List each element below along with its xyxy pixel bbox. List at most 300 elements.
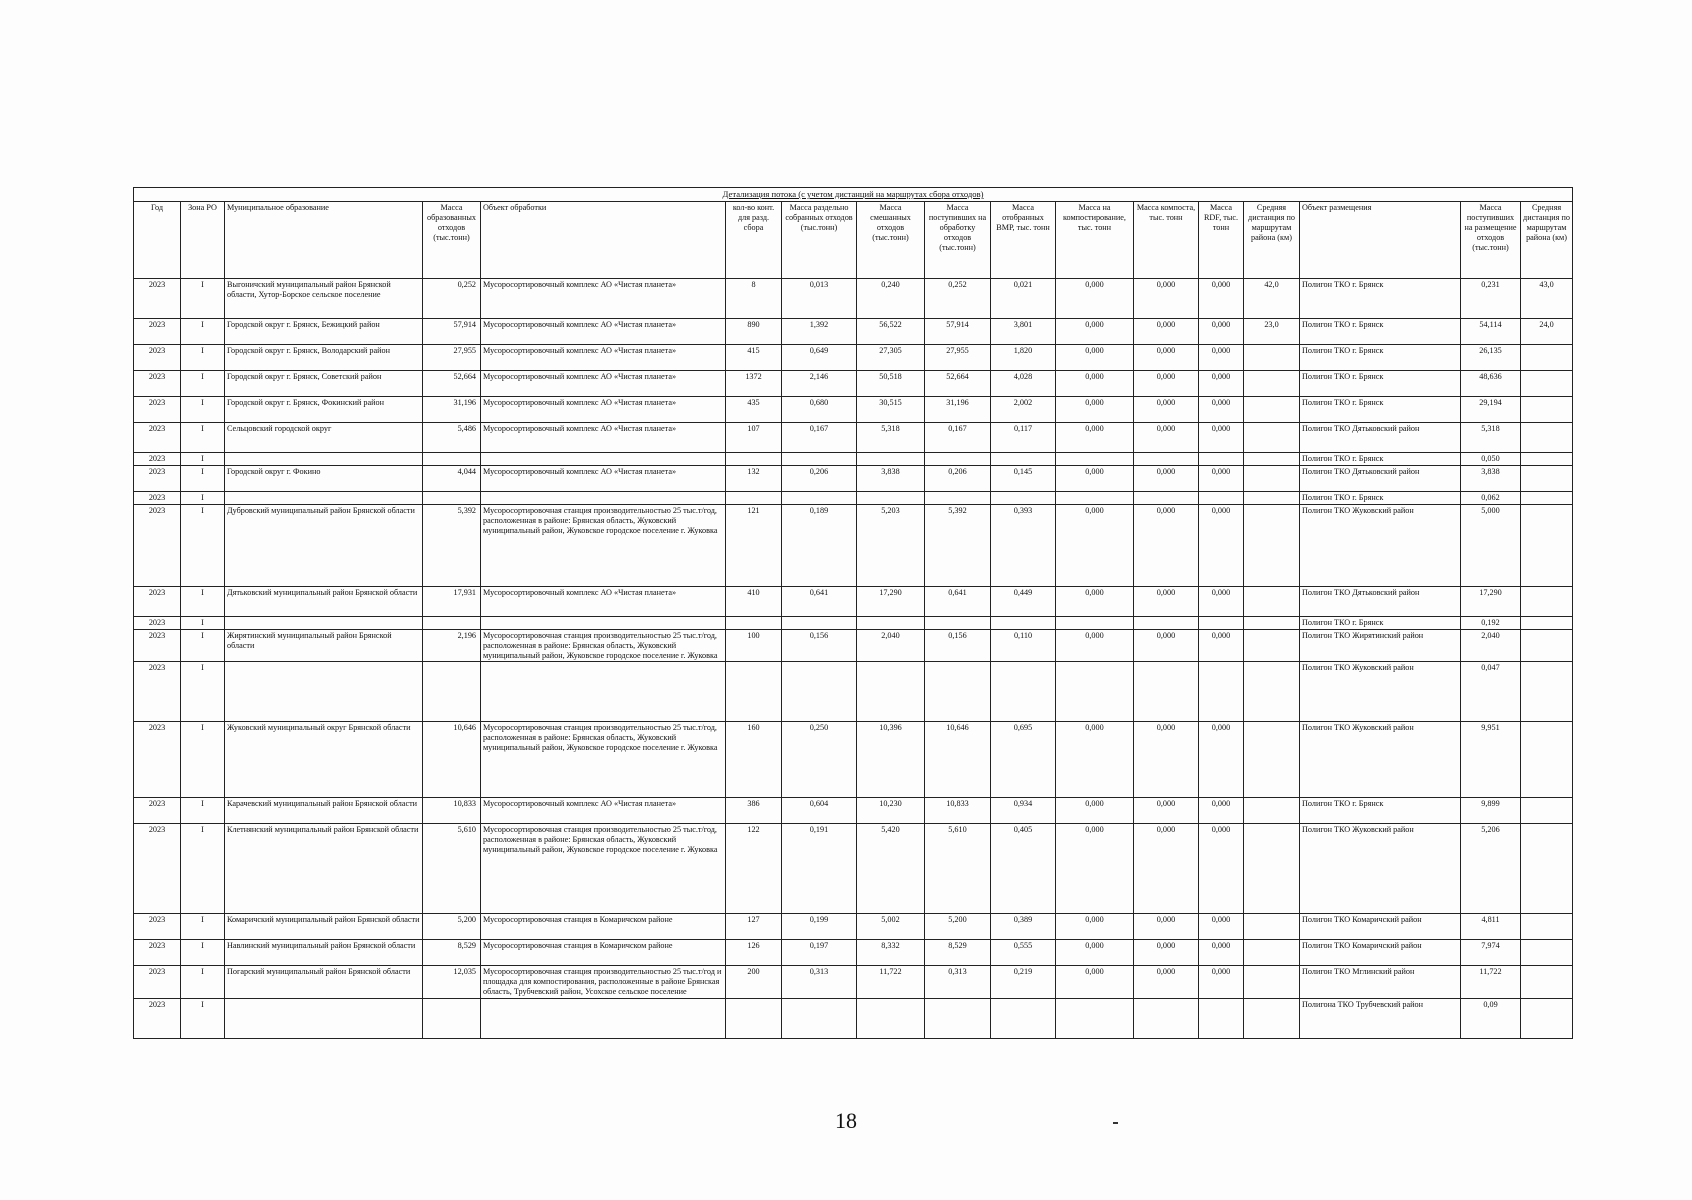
table-cell-year: 2023 [134, 371, 181, 397]
table-cell-placed: 4,811 [1461, 914, 1521, 940]
table-row [134, 966, 1573, 999]
table-cell-zone: I [181, 798, 225, 824]
table-cell-year: 2023 [134, 940, 181, 966]
table-cell-dist [1244, 466, 1300, 492]
column-header: Масса раздельно собранных отходов (тыс.тонн) [782, 202, 857, 279]
table-cell-vmr [991, 492, 1056, 505]
table-cell-proc: Мусоросортировочная станция производительностью 25 тыс.т/год, расположенная в районе: Брянская область, Жуковский муниципальный район, Жуковское городское поселение г. Жуковка [481, 505, 726, 587]
table-cell-rdf [1199, 492, 1244, 505]
table-cell-zone: I [181, 505, 225, 587]
table-cell-year: 2023 [134, 505, 181, 587]
table-cell-rdf: 0,000 [1199, 423, 1244, 453]
table-cell-vmr [991, 662, 1056, 722]
table-cell-rdf: 0,000 [1199, 319, 1244, 345]
table-cell-proc [481, 617, 726, 630]
table-cell-dist2 [1521, 371, 1573, 397]
table-cell-compost [1134, 998, 1199, 1038]
table-cell-proc: Мусоросортировочный комплекс АО «Чистая планета» [481, 397, 726, 423]
table-cell-mixed [857, 453, 925, 466]
table-cell-cont: 200 [726, 966, 782, 999]
table-cell-mixed: 56,522 [857, 319, 925, 345]
table-cell-inproc: 0,156 [925, 629, 991, 662]
table-cell-mo: Городской округ г. Брянск, Фокинский район [225, 397, 423, 423]
table-cell-vmr: 0,934 [991, 798, 1056, 824]
table-cell-dist2 [1521, 453, 1573, 466]
table-cell-dist2 [1521, 966, 1573, 999]
table-cell-zone: I [181, 587, 225, 617]
table-cell-rdf: 0,000 [1199, 505, 1244, 587]
table-cell-place: Полигон ТКО г. Брянск [1300, 397, 1461, 423]
table-cell-place: Полигон ТКО г. Брянск [1300, 492, 1461, 505]
table-cell-inproc: 5,200 [925, 914, 991, 940]
table-cell-vmr: 0,449 [991, 587, 1056, 617]
table-cell-dist2 [1521, 798, 1573, 824]
table-cell-year: 2023 [134, 319, 181, 345]
table-cell-mass: 5,610 [423, 824, 481, 914]
table-cell-zone: I [181, 466, 225, 492]
table-cell-comp: 0,000 [1056, 722, 1134, 798]
table-cell-zone: I [181, 629, 225, 662]
table-row [134, 722, 1573, 798]
table-cell-mixed: 10,396 [857, 722, 925, 798]
table-cell-rdf [1199, 617, 1244, 630]
table-cell-placed: 26,135 [1461, 345, 1521, 371]
table-cell-comp: 0,000 [1056, 940, 1134, 966]
flow-detail-table [133, 187, 1573, 1039]
table-cell-zone: I [181, 453, 225, 466]
table-cell-dist: 42,0 [1244, 279, 1300, 319]
table-cell-dist2 [1521, 940, 1573, 966]
table-cell-dist2 [1521, 466, 1573, 492]
table-cell-mo [225, 998, 423, 1038]
table-cell-sep: 0,189 [782, 505, 857, 587]
table-cell-proc: Мусоросортировочная станция в Комаричском районе [481, 914, 726, 940]
table-cell-compost: 0,000 [1134, 940, 1199, 966]
table-cell-rdf [1199, 998, 1244, 1038]
table-cell-comp: 0,000 [1056, 629, 1134, 662]
table-cell-compost: 0,000 [1134, 319, 1199, 345]
table-cell-dist2 [1521, 998, 1573, 1038]
table-cell-dist [1244, 662, 1300, 722]
table-cell-inproc: 0,641 [925, 587, 991, 617]
table-cell-dist [1244, 492, 1300, 505]
table-cell-zone: I [181, 371, 225, 397]
table-cell-proc: Мусоросортировочный комплекс АО «Чистая планета» [481, 279, 726, 319]
table-cell-comp: 0,000 [1056, 319, 1134, 345]
table-cell-rdf: 0,000 [1199, 345, 1244, 371]
table-cell-proc [481, 453, 726, 466]
table-cell-placed: 17,290 [1461, 587, 1521, 617]
table-cell-placed: 0,09 [1461, 998, 1521, 1038]
table-row [134, 423, 1573, 453]
table-cell-rdf [1199, 453, 1244, 466]
table-cell-mixed: 2,040 [857, 629, 925, 662]
table-cell-proc: Мусоросортировочная станция производительностью 25 тыс.т/год, расположенная в районе: Брянская область, Жуковский муниципальный район, Жуковское городское поселение г. Жуковка [481, 722, 726, 798]
table-cell-mixed: 0,240 [857, 279, 925, 319]
table-cell-comp: 0,000 [1056, 371, 1134, 397]
flow-table-container [133, 187, 1572, 1039]
table-cell-inproc [925, 662, 991, 722]
table-cell-comp [1056, 453, 1134, 466]
table-cell-mo: Комаричский муниципальный район Брянской области [225, 914, 423, 940]
table-row [134, 319, 1573, 345]
table-row [134, 466, 1573, 492]
table-cell-place: Полигон ТКО Мглинский район [1300, 966, 1461, 999]
table-cell-placed: 3,838 [1461, 466, 1521, 492]
table-cell-year: 2023 [134, 966, 181, 999]
table-cell-vmr: 3,801 [991, 319, 1056, 345]
table-cell-mass: 5,486 [423, 423, 481, 453]
table-cell-place: Полигон ТКО Комаричский район [1300, 940, 1461, 966]
table-cell-mo [225, 453, 423, 466]
table-cell-vmr: 0,219 [991, 966, 1056, 999]
table-cell-zone: I [181, 966, 225, 999]
table-cell-cont [726, 617, 782, 630]
table-cell-sep: 0,156 [782, 629, 857, 662]
column-header: кол-во конт. для разд. сбора [726, 202, 782, 279]
table-cell-mass: 0,252 [423, 279, 481, 319]
table-cell-sep: 0,313 [782, 966, 857, 999]
table-cell-cont: 107 [726, 423, 782, 453]
table-cell-mixed: 5,420 [857, 824, 925, 914]
table-cell-mo: Городской округ г. Брянск, Советский район [225, 371, 423, 397]
table-cell-dist2 [1521, 587, 1573, 617]
table-cell-zone: I [181, 617, 225, 630]
table-cell-rdf: 0,000 [1199, 940, 1244, 966]
table-cell-proc: Мусоросортировочный комплекс АО «Чистая планета» [481, 466, 726, 492]
table-cell-dist [1244, 798, 1300, 824]
table-cell-inproc: 27,955 [925, 345, 991, 371]
table-cell-dist [1244, 966, 1300, 999]
table-cell-mo [225, 617, 423, 630]
table-cell-zone: I [181, 319, 225, 345]
column-header: Масса поступивших на обработку отходов (тыс.тонн) [925, 202, 991, 279]
table-cell-vmr: 0,389 [991, 914, 1056, 940]
table-cell-mo: Погарский муниципальный район Брянской области [225, 966, 423, 999]
table-cell-place: Полигон ТКО г. Брянск [1300, 371, 1461, 397]
table-cell-placed: 7,974 [1461, 940, 1521, 966]
table-cell-vmr: 0,145 [991, 466, 1056, 492]
table-cell-mo: Клетнянский муниципальный район Брянской области [225, 824, 423, 914]
table-cell-mixed: 8,332 [857, 940, 925, 966]
table-cell-comp: 0,000 [1056, 914, 1134, 940]
table-cell-mixed: 5,203 [857, 505, 925, 587]
table-cell-inproc: 0,252 [925, 279, 991, 319]
table-cell-placed: 48,636 [1461, 371, 1521, 397]
table-cell-dist [1244, 505, 1300, 587]
table-cell-vmr [991, 998, 1056, 1038]
table-cell-mass: 52,664 [423, 371, 481, 397]
table-cell-sep: 0,206 [782, 466, 857, 492]
table-cell-mo: Городской округ г. Брянск, Бежицкий район [225, 319, 423, 345]
table-cell-place: Полигон ТКО Жуковский район [1300, 722, 1461, 798]
table-cell-cont: 415 [726, 345, 782, 371]
table-cell-placed: 5,206 [1461, 824, 1521, 914]
table-cell-place: Полигон ТКО Дятьковский район [1300, 587, 1461, 617]
table-cell-dist2 [1521, 617, 1573, 630]
table-cell-vmr: 0,110 [991, 629, 1056, 662]
table-cell-compost: 0,000 [1134, 629, 1199, 662]
table-cell-mass: 5,392 [423, 505, 481, 587]
table-cell-zone: I [181, 662, 225, 722]
table-cell-rdf [1199, 662, 1244, 722]
table-cell-place: Полигон ТКО Жуковский район [1300, 662, 1461, 722]
table-cell-place: Полигон ТКО г. Брянск [1300, 617, 1461, 630]
table-cell-compost: 0,000 [1134, 966, 1199, 999]
table-cell-sep: 0,680 [782, 397, 857, 423]
table-cell-sep: 2,146 [782, 371, 857, 397]
table-cell-proc: Мусоросортировочный комплекс АО «Чистая планета» [481, 319, 726, 345]
table-cell-comp: 0,000 [1056, 345, 1134, 371]
table-cell-dist [1244, 423, 1300, 453]
table-cell-vmr: 0,117 [991, 423, 1056, 453]
table-cell-cont: 160 [726, 722, 782, 798]
table-cell-vmr: 0,393 [991, 505, 1056, 587]
table-cell-rdf: 0,000 [1199, 279, 1244, 319]
table-row [134, 798, 1573, 824]
column-header: Зона РО [181, 202, 225, 279]
table-cell-mixed: 10,230 [857, 798, 925, 824]
table-cell-mo: Сельцовский городской округ [225, 423, 423, 453]
table-cell-rdf: 0,000 [1199, 371, 1244, 397]
table-cell-proc: Мусоросортировочная станция в Комаричском районе [481, 940, 726, 966]
table-cell-vmr: 0,021 [991, 279, 1056, 319]
table-cell-dist [1244, 617, 1300, 630]
table-cell-placed: 0,192 [1461, 617, 1521, 630]
table-cell-inproc: 31,196 [925, 397, 991, 423]
column-header: Масса поступивших на размещение отходов (тыс.тонн) [1461, 202, 1521, 279]
table-cell-comp [1056, 998, 1134, 1038]
table-cell-mass [423, 492, 481, 505]
table-cell-dist [1244, 371, 1300, 397]
table-cell-inproc: 0,313 [925, 966, 991, 999]
column-header: Масса отобранных ВМР, тыс. тонн [991, 202, 1056, 279]
table-cell-proc: Мусоросортировочная станция производительностью 25 тыс.т/год, расположенная в районе: Брянская область, Жуковский муниципальный район, Жуковское городское поселение г. Жуковка [481, 629, 726, 662]
table-cell-compost: 0,000 [1134, 397, 1199, 423]
table-cell-rdf: 0,000 [1199, 824, 1244, 914]
table-cell-dist [1244, 345, 1300, 371]
table-cell-cont: 8 [726, 279, 782, 319]
table-cell-placed: 54,114 [1461, 319, 1521, 345]
table-cell-proc [481, 662, 726, 722]
table-cell-mass: 8,529 [423, 940, 481, 966]
table-cell-proc: Мусоросортировочный комплекс АО «Чистая планета» [481, 371, 726, 397]
table-cell-cont [726, 453, 782, 466]
column-header: Средняя дистанция по маршрутам района (км) [1244, 202, 1300, 279]
table-cell-place: Полигон ТКО Дятьковский район [1300, 423, 1461, 453]
table-cell-year: 2023 [134, 617, 181, 630]
table-row [134, 617, 1573, 630]
table-cell-sep: 0,604 [782, 798, 857, 824]
table-cell-vmr: 2,002 [991, 397, 1056, 423]
table-cell-year: 2023 [134, 798, 181, 824]
column-header: Масса на компостирование, тыс. тонн [1056, 202, 1134, 279]
table-cell-dist [1244, 940, 1300, 966]
table-cell-mo [225, 492, 423, 505]
table-cell-cont: 126 [726, 940, 782, 966]
table-cell-compost [1134, 453, 1199, 466]
table-cell-comp [1056, 617, 1134, 630]
table-cell-mixed: 17,290 [857, 587, 925, 617]
table-cell-cont: 890 [726, 319, 782, 345]
table-cell-year: 2023 [134, 722, 181, 798]
table-cell-rdf: 0,000 [1199, 629, 1244, 662]
table-row [134, 505, 1573, 587]
table-cell-place: Полигон ТКО Жуковский район [1300, 824, 1461, 914]
table-cell-vmr: 0,555 [991, 940, 1056, 966]
table-cell-mass: 4,044 [423, 466, 481, 492]
table-cell-placed: 9,951 [1461, 722, 1521, 798]
column-header: Муниципальное образование [225, 202, 423, 279]
table-cell-dist2: 24,0 [1521, 319, 1573, 345]
table-cell-dist2: 43,0 [1521, 279, 1573, 319]
table-cell-mo: Дятьковский муниципальный район Брянской области [225, 587, 423, 617]
table-cell-place: Полигон ТКО Жуковский район [1300, 505, 1461, 587]
table-cell-place: Полигон ТКО г. Брянск [1300, 453, 1461, 466]
table-cell-dist2 [1521, 505, 1573, 587]
table-cell-zone: I [181, 824, 225, 914]
column-header: Масса смешанных отходов (тыс.тонн) [857, 202, 925, 279]
table-cell-sep [782, 662, 857, 722]
table-cell-rdf: 0,000 [1199, 587, 1244, 617]
table-cell-vmr: 0,695 [991, 722, 1056, 798]
table-cell-vmr: 4,028 [991, 371, 1056, 397]
table-cell-comp: 0,000 [1056, 824, 1134, 914]
column-header: Год [134, 202, 181, 279]
table-cell-dist [1244, 914, 1300, 940]
table-cell-mixed [857, 617, 925, 630]
table-cell-compost: 0,000 [1134, 423, 1199, 453]
table-cell-zone: I [181, 722, 225, 798]
table-cell-mixed: 30,515 [857, 397, 925, 423]
table-cell-year: 2023 [134, 998, 181, 1038]
table-cell-zone: I [181, 423, 225, 453]
table-cell-compost [1134, 492, 1199, 505]
table-cell-place: Полигона ТКО Трубчевский район [1300, 998, 1461, 1038]
table-cell-mass: 27,955 [423, 345, 481, 371]
table-cell-compost: 0,000 [1134, 914, 1199, 940]
table-cell-sep: 0,649 [782, 345, 857, 371]
table-cell-proc: Мусоросортировочный комплекс АО «Чистая планета» [481, 798, 726, 824]
table-cell-compost [1134, 617, 1199, 630]
table-cell-cont [726, 998, 782, 1038]
table-cell-comp: 0,000 [1056, 466, 1134, 492]
table-cell-mass: 12,035 [423, 966, 481, 999]
table-row [134, 998, 1573, 1038]
table-cell-mo: Городской округ г. Брянск, Володарский район [225, 345, 423, 371]
table-cell-dist2 [1521, 914, 1573, 940]
table-cell-place: Полигон ТКО г. Брянск [1300, 345, 1461, 371]
table-cell-dist2 [1521, 662, 1573, 722]
table-cell-year: 2023 [134, 423, 181, 453]
table-cell-mo: Городской округ г. Фокино [225, 466, 423, 492]
table-cell-zone: I [181, 279, 225, 319]
table-cell-placed: 0,047 [1461, 662, 1521, 722]
table-cell-placed: 0,062 [1461, 492, 1521, 505]
table-cell-cont: 1372 [726, 371, 782, 397]
table-cell-dist [1244, 453, 1300, 466]
table-cell-inproc: 5,610 [925, 824, 991, 914]
table-cell-sep [782, 617, 857, 630]
table-cell-place: Полигон ТКО г. Брянск [1300, 319, 1461, 345]
table-cell-compost: 0,000 [1134, 466, 1199, 492]
table-cell-zone: I [181, 397, 225, 423]
table-cell-cont: 127 [726, 914, 782, 940]
table-cell-mixed: 27,305 [857, 345, 925, 371]
table-row [134, 662, 1573, 722]
table-row [134, 397, 1573, 423]
table-cell-cont: 121 [726, 505, 782, 587]
table-cell-rdf: 0,000 [1199, 722, 1244, 798]
table-cell-mass: 10,646 [423, 722, 481, 798]
table-cell-year: 2023 [134, 629, 181, 662]
table-cell-placed: 5,318 [1461, 423, 1521, 453]
table-cell-year: 2023 [134, 587, 181, 617]
table-cell-compost: 0,000 [1134, 722, 1199, 798]
scan-mark [1113, 1122, 1118, 1124]
table-cell-year: 2023 [134, 662, 181, 722]
table-row [134, 824, 1573, 914]
table-cell-inproc: 10,646 [925, 722, 991, 798]
table-cell-cont: 100 [726, 629, 782, 662]
table-cell-vmr [991, 617, 1056, 630]
table-cell-comp: 0,000 [1056, 397, 1134, 423]
table-row [134, 587, 1573, 617]
table-cell-compost: 0,000 [1134, 345, 1199, 371]
table-row [134, 492, 1573, 505]
table-cell-rdf: 0,000 [1199, 966, 1244, 999]
column-header: Масса компоста, тыс. тонн [1134, 202, 1199, 279]
table-cell-inproc: 57,914 [925, 319, 991, 345]
table-cell-year: 2023 [134, 824, 181, 914]
table-row [134, 940, 1573, 966]
table-cell-dist2 [1521, 397, 1573, 423]
table-row [134, 914, 1573, 940]
table-cell-mo: Жирятинский муниципальный район Брянской области [225, 629, 423, 662]
table-cell-sep [782, 453, 857, 466]
table-cell-rdf: 0,000 [1199, 914, 1244, 940]
column-header: Средняя дистанция по маршрутам района (км) [1521, 202, 1573, 279]
table-cell-dist2 [1521, 722, 1573, 798]
table-row [134, 279, 1573, 319]
table-cell-year: 2023 [134, 453, 181, 466]
table-cell-cont: 386 [726, 798, 782, 824]
table-cell-comp: 0,000 [1056, 505, 1134, 587]
table-cell-inproc: 8,529 [925, 940, 991, 966]
table-cell-cont: 132 [726, 466, 782, 492]
table-cell-compost [1134, 662, 1199, 722]
table-cell-zone: I [181, 998, 225, 1038]
column-header: Масса образованных отходов (тыс.тонн) [423, 202, 481, 279]
table-cell-dist [1244, 587, 1300, 617]
table-cell-mixed [857, 662, 925, 722]
table-cell-rdf: 0,000 [1199, 397, 1244, 423]
table-cell-comp: 0,000 [1056, 423, 1134, 453]
table-cell-sep: 0,199 [782, 914, 857, 940]
table-cell-comp [1056, 662, 1134, 722]
table-cell-mixed: 50,518 [857, 371, 925, 397]
table-cell-dist [1244, 629, 1300, 662]
table-cell-compost: 0,000 [1134, 824, 1199, 914]
table-cell-place: Полигон ТКО Жирятинский район [1300, 629, 1461, 662]
table-cell-sep [782, 998, 857, 1038]
table-cell-zone: I [181, 914, 225, 940]
table-cell-comp: 0,000 [1056, 966, 1134, 999]
table-cell-dist2 [1521, 824, 1573, 914]
table-cell-mass: 10,833 [423, 798, 481, 824]
table-cell-year: 2023 [134, 914, 181, 940]
table-cell-inproc: 10,833 [925, 798, 991, 824]
